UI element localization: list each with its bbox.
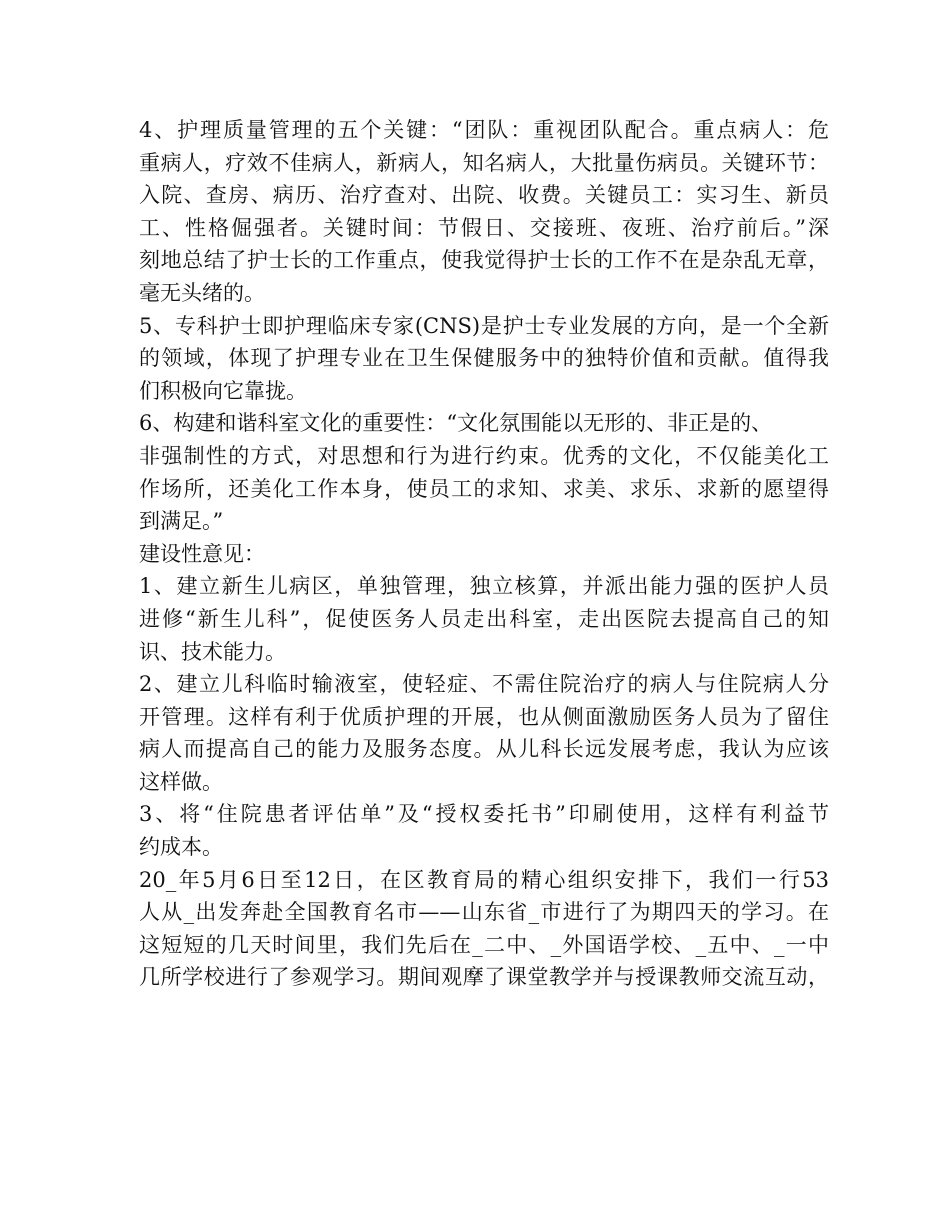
text-line: 作场所，还美化工作本身，使员工的求知、求美、求乐、求新的愿望得: [139, 476, 829, 501]
text-line: 开管理。这样有利于优质护理的开展，也从侧面激励医务人员为了留住: [139, 704, 829, 729]
text-line: 识、技术能力。: [139, 639, 286, 664]
text-line: 这短短的几天时间里，我们先后在_二中、_外国语学校、_五中、_一中: [139, 932, 829, 957]
text-line: 刻地总结了护士长的工作重点，使我觉得护士长的工作不在是杂乱无章，: [139, 248, 829, 273]
document-body: [139, 114, 829, 994]
text-line: 工、性格倔强者。关键时间：节假日、交接班、夜班、治疗前后。”深: [139, 215, 829, 240]
text-line: 约成本。: [139, 835, 223, 860]
text-line: 到满足。”: [139, 509, 224, 534]
text-line: 6、构建和谐科室文化的重要性：“文化氛围能以无形的、非正是的、: [139, 411, 773, 436]
text-line: 的领域，体现了护理专业在卫生保健服务中的独特价值和贡献。值得我: [139, 346, 829, 371]
text-line: 这样做。: [139, 769, 223, 794]
text-line: 重病人，疗效不佳病人，新病人，知名病人，大批量伤病员。关键环节：: [139, 150, 829, 175]
text-line: 4、护理质量管理的五个关键：“团队：重视团队配合。重点病人：危: [139, 118, 829, 142]
text-line: 5、专科护士即护理临床专家(CNS)是护士专业发展的方向，是一个全新: [139, 313, 829, 338]
text-line: 1、建立新生儿病区，单独管理，独立核算，并派出能力强的医护人员: [139, 574, 829, 599]
text-line: 建设性意见：: [139, 541, 265, 566]
text-line: 进修“新生儿科”，促使医务人员走出科室，走出医院去提高自己的知: [139, 606, 829, 631]
text-line: 几所学校进行了参观学习。期间观摩了课堂教学并与授课教师交流互动，: [139, 965, 829, 990]
text-line: 非强制性的方式，对思想和行为进行约束。优秀的文化，不仅能美化工: [139, 443, 829, 468]
text-line: 入院、查房、病历、治疗查对、出院、收费。关键员工：实习生、新员: [139, 183, 829, 208]
text-line: 人从_出发奔赴全国教育名市——山东省_市进行了为期四天的学习。在: [139, 900, 829, 925]
text-line: 病人而提高自己的能力及服务态度。从儿科长远发展考虑，我认为应该: [139, 737, 829, 762]
text-line: 3、将“住院患者评估单”及“授权委托书”印刷使用，这样有利益节: [139, 802, 829, 827]
text-line: 20_年5月6日至12日，在区教育局的精心组织安排下，我们一行53: [139, 867, 829, 892]
text-line: 们积极向它靠拢。: [139, 378, 307, 403]
text-line: 毫无头绪的。: [139, 280, 265, 305]
text-line: 2、建立儿科临时输液室，使轻症、不需住院治疗的病人与住院病人分: [139, 672, 829, 697]
